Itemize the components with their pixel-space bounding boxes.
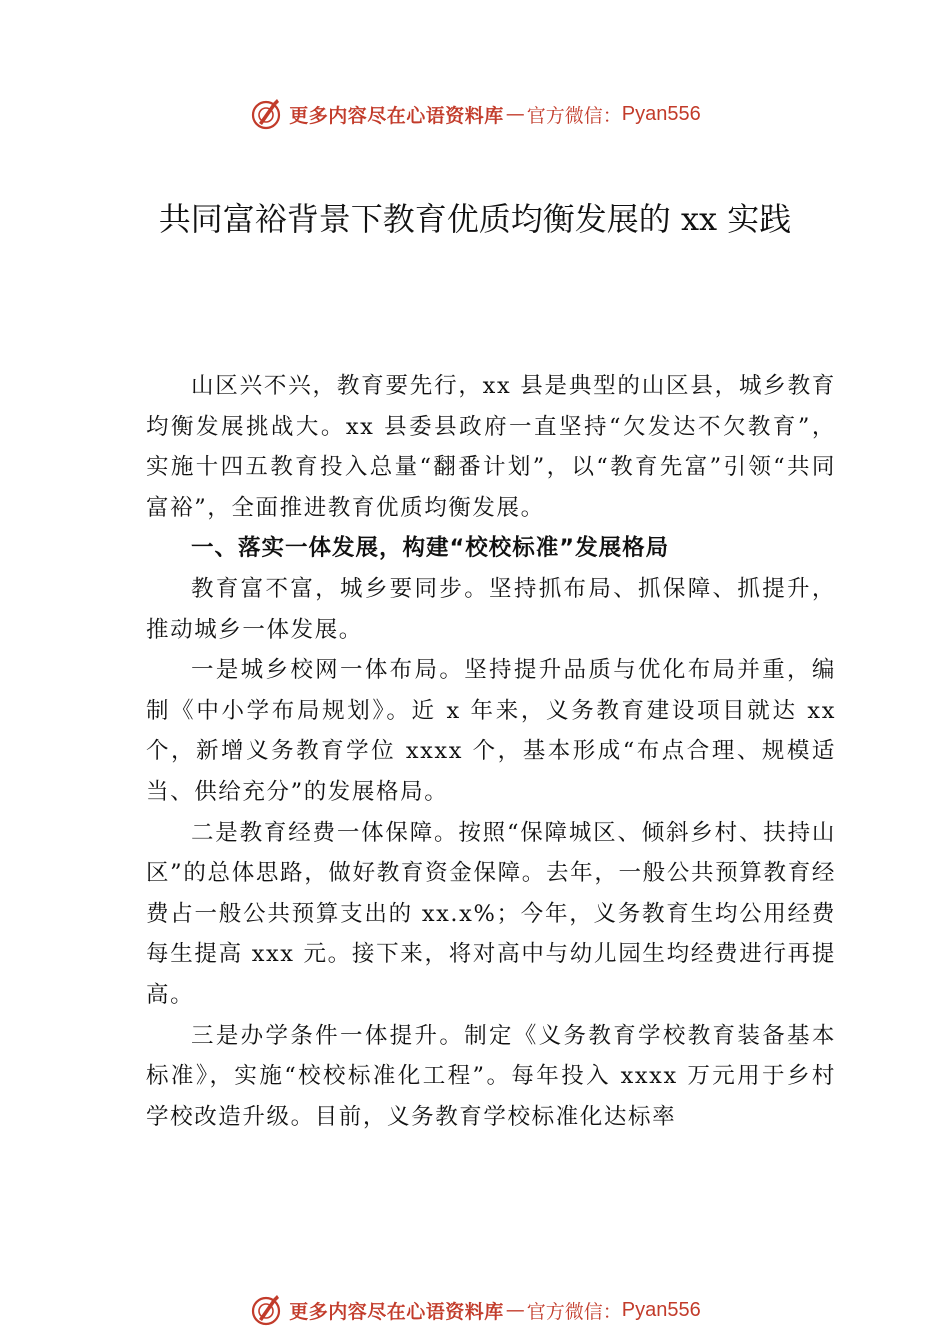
brand-logo-icon — [249, 1293, 283, 1327]
header-banner — [0, 94, 950, 134]
banner-brand-text: 更多内容尽在心语资料库 — [289, 104, 504, 127]
banner-dash: — — [505, 1299, 525, 1321]
paragraph-point-1: 一是城乡校网一体布局。坚持提升品质与优化布局并重，编制《中小学布局规划》。近 x 年来，义务教育建设项目就达 xx 个，新增义务教育学位 xxxx 个，基本形成“布点合理、规模适当、供给充分”的发展格局。 — [146, 657, 836, 805]
banner-wechat-label: 官方微信： — [526, 1300, 622, 1323]
banner-wechat-label: 官方微信： — [526, 104, 622, 127]
paragraph-point-2: 二是教育经费一体保障。按照“保障城区、倾斜乡村、扶持山区”的总体思路，做好教育资金保障。去年，一般公共预算教育经费占一般公共预算支出的 xx.x%；今年，义务教育生均公用经费每生提高 xxx 元。接下来，将对高中与幼儿园生均经费进行再提高。 — [146, 819, 836, 1008]
paragraph-section-1-lead: 教育富不富，城乡要同步。坚持抓布局、抓保障、抓提升，推动城乡一体发展。 — [146, 575, 836, 643]
banner-brand-text: 更多内容尽在心语资料库 — [289, 1300, 504, 1323]
paragraph-intro: 山区兴不兴，教育要先行，xx 县是典型的山区县，城乡教育均衡发展挑战大。xx 县委县政府一直坚持“欠发达不欠教育”，实施十四五教育投入总量“翻番计划”，以“教育先富”引领“共同富裕”，全面推进教育优质均衡发展。 — [146, 373, 836, 521]
document-title: 共同富裕背景下教育优质均衡发展的 xx 实践 — [158, 200, 792, 238]
footer-banner — [0, 1290, 950, 1330]
document-body — [146, 366, 836, 1137]
banner-wechat-id: Pyan556 — [621, 1298, 701, 1321]
banner-dash: — — [505, 103, 525, 125]
brand-logo-icon — [249, 97, 283, 131]
banner-wechat-id: Pyan556 — [621, 102, 701, 125]
paragraph-point-3: 三是办学条件一体提升。制定《义务教育学校教育装备基本标准》，实施“校校标准化工程”。每年投入 xxxx 万元用于乡村学校改造升级。目前，义务教育学校标准化达标率 — [146, 1022, 836, 1130]
section-heading-1: 一、落实一体发展，构建“校校标准”发展格局 — [191, 535, 670, 562]
